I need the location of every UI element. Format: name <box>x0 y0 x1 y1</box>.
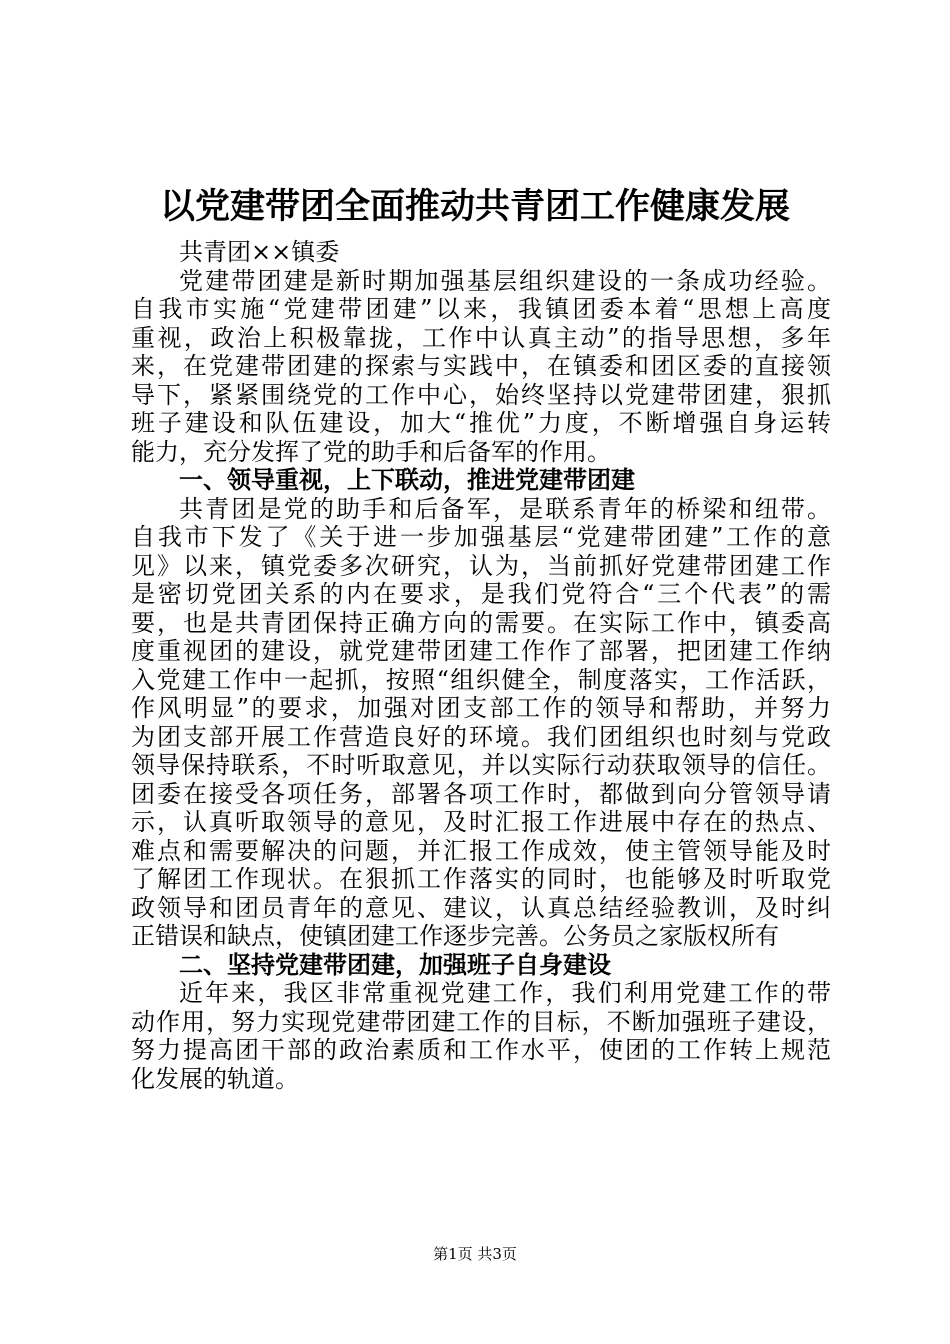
paragraph-line: 努力提高团干部的政治素质和工作水平，使团的工作转上规范 <box>131 1036 831 1064</box>
paragraph-line: 见》以来，镇党委多次研究，认为，当前抓好党建带团建工作 <box>131 551 831 580</box>
author-line: 共青团××镇委 <box>179 238 340 266</box>
paragraph-line: 自我市下发了《关于进一步加强基层“党建带团建”工作的意 <box>131 523 831 551</box>
document-title: 以党建带团全面推动共青团工作健康发展 <box>159 187 790 227</box>
paragraph-line: 要，也是共青团保持正确方向的需要。在实际工作中，镇委高 <box>131 608 831 637</box>
paragraph-line: 能力，充分发挥了党的助手和后备军的作用。 <box>131 437 611 466</box>
section-heading: 一、领导重视，上下联动，推进党建带团建 <box>179 466 635 494</box>
paragraph-line: 班子建设和队伍建设，加大“推优”力度，不断增强自身运转 <box>131 409 831 437</box>
paragraph-line: 正错误和缺点，使镇团建工作逐步完善。公务员之家版权所有 <box>131 922 779 950</box>
paragraph-line: 团委在接受各项任务，部署各项工作时，都做到向分管领导请 <box>131 779 831 808</box>
paragraph-line: 近年来，我区非常重视党建工作，我们利用党建工作的带 <box>179 979 831 1007</box>
page-number: 第1页 共3页 <box>433 1245 517 1263</box>
paragraph-line: 度重视团的建设，就党建带团建工作作了部署，把团建工作纳 <box>131 637 831 665</box>
paragraph-line: 为团支部开展工作营造良好的环境。我们团组织也时刻与党政 <box>131 722 831 751</box>
paragraph-line: 重视，政治上积极靠拢，工作中认真主动”的指导思想，多年 <box>131 323 831 352</box>
paragraph-line: 来，在党建带团建的探索与实践中，在镇委和团区委的直接领 <box>131 352 831 380</box>
paragraph-line: 是密切党团关系的内在要求，是我们党符合“三个代表”的需 <box>131 580 831 608</box>
paragraph-line: 难点和需要解决的问题，并汇报工作成效，使主管领导能及时 <box>131 836 831 865</box>
paragraph-line: 政领导和团员青年的意见、建议，认真总结经验教训，及时纠 <box>131 893 831 922</box>
paragraph-line: 了解团工作现状。在狠抓工作落实的同时，也能够及时听取党 <box>131 865 831 893</box>
paragraph-line: 入党建工作中一起抓，按照“组织健全，制度落实，工作活跃， <box>131 665 831 694</box>
paragraph-line: 作风明显”的要求，加强对团支部工作的领导和帮助，并努力 <box>131 694 831 722</box>
paragraph-line: 动作用，努力实现党建带团建工作的目标，不断加强班子建设， <box>131 1007 831 1036</box>
paragraph-line: 导下，紧紧围绕党的工作中心，始终坚持以党建带团建，狠抓 <box>131 380 831 409</box>
section-heading: 二、坚持党建带团建，加强班子自身建设 <box>179 950 611 979</box>
paragraph-line: 化发展的轨道。 <box>131 1064 299 1093</box>
paragraph-line: 示，认真听取领导的意见，及时汇报工作进展中存在的热点、 <box>131 808 831 836</box>
document-body <box>131 238 831 1093</box>
paragraph-line: 领导保持联系，不时听取意见，并以实际行动获取领导的信任。 <box>131 751 831 779</box>
paragraph-line: 自我市实施“党建带团建”以来，我镇团委本着“思想上高度 <box>131 295 831 323</box>
paragraph-line: 共青团是党的助手和后备军，是联系青年的桥梁和纽带。 <box>179 494 831 523</box>
paragraph-line: 党建带团建是新时期加强基层组织建设的一条成功经验。 <box>179 266 831 295</box>
